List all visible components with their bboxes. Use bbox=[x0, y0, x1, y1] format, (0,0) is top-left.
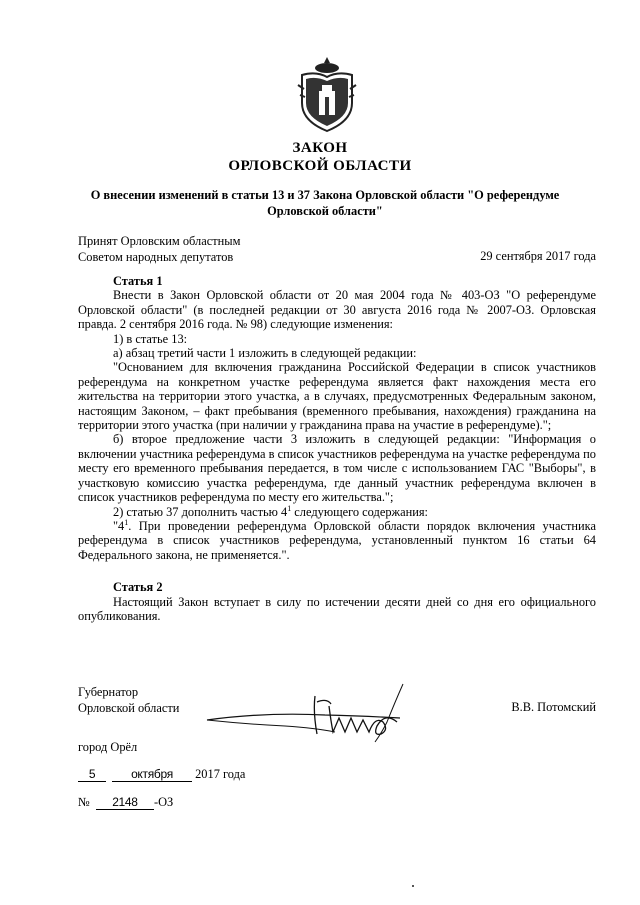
article-1-quote-1: "Основанием для включения гражданина Российской Федерации в список участников референдума на конкретном участке референдума является факт нахождения места его жительства на территории этого участка, а в случаях, предусмотренных Федеральным законом, настоящим Законом, – факт пребывания (временного пребывания, нахождения) гражданина на территории этого участка (при наличии у гражданина права на участие в референдуме)."; bbox=[78, 360, 596, 433]
article-1-intro: Внести в Закон Орловской области от 20 мая 2004 года № 403-ОЗ "О референдуме Орловской области" (в последней редакции от 30 августа 2016 года № 2007-ОЗ. Орловская правда. 2 сентября 2016 года. № 98) следующие изменения: bbox=[78, 288, 596, 332]
article-1-item-1b: б) второе предложение части 3 изложить в следующей редакции: "Информация о включении участника референдума в список участников референдума на участке референдума по месту его временного пребывания передается, в том числе с использованием ГАС "Выборы", в участковую комиссию участка референдума, где данный участник референдума включен в список участников референдума по месту его жительства."; bbox=[78, 432, 596, 505]
article-2-heading: Статья 2 bbox=[113, 580, 163, 595]
document-title: ЗАКОН bbox=[292, 140, 348, 156]
article-2-text: Настоящий Закон вступает в силу по истечении десяти дней со дня его официального опубликования. bbox=[78, 594, 596, 623]
article-1-item-2: 2) статью 37 дополнить частью $4^1$ следующего содержания: bbox=[113, 503, 428, 519]
document-title-region: ОРЛОВСКОЙ ОБЛАСТИ bbox=[228, 158, 412, 174]
article-1-quote-2: "$4^1$. При проведении референдума Орловской области порядок включения участника референдума в список участников референдума, установленный пунктом 16 статьи 64 Федерального закона, не применяется.". bbox=[78, 517, 596, 562]
coat-of-arms-emblem bbox=[296, 55, 358, 133]
adoption-date: 29 сентября 2017 года bbox=[480, 249, 596, 263]
article-1-item-1a: а) абзац третий части 1 изложить в следующей редакции: bbox=[113, 346, 417, 361]
scan-speck bbox=[412, 885, 414, 887]
adoption-line1: Принят Орловским областным bbox=[78, 234, 241, 248]
signing-place: город Орёл bbox=[78, 740, 138, 754]
article-1-item-1: 1) в статье 13: bbox=[113, 331, 188, 346]
law-subtitle: О внесении изменений в статьи 13 и 37 Закона Орловской области "О референдуме Орловской области" bbox=[90, 188, 560, 218]
article-1-heading: Статья 1 bbox=[113, 274, 163, 288]
signing-date bbox=[78, 767, 245, 782]
law-body bbox=[78, 274, 596, 623]
law-number-line: № 2148 -ОЗ bbox=[78, 795, 174, 809]
law-number: 2148 bbox=[96, 795, 154, 810]
signatory-position: Губернатор Орловской области bbox=[78, 685, 180, 715]
signing-month: октября bbox=[112, 767, 192, 782]
adoption-line2: Советом народных депутатов bbox=[78, 250, 234, 264]
handwritten-signature bbox=[205, 682, 415, 744]
signing-year: 2017 года bbox=[195, 767, 246, 781]
signing-day: 5 bbox=[78, 767, 106, 782]
signatory-name: В.В. Потомский bbox=[511, 700, 596, 714]
adoption-block bbox=[78, 233, 240, 265]
